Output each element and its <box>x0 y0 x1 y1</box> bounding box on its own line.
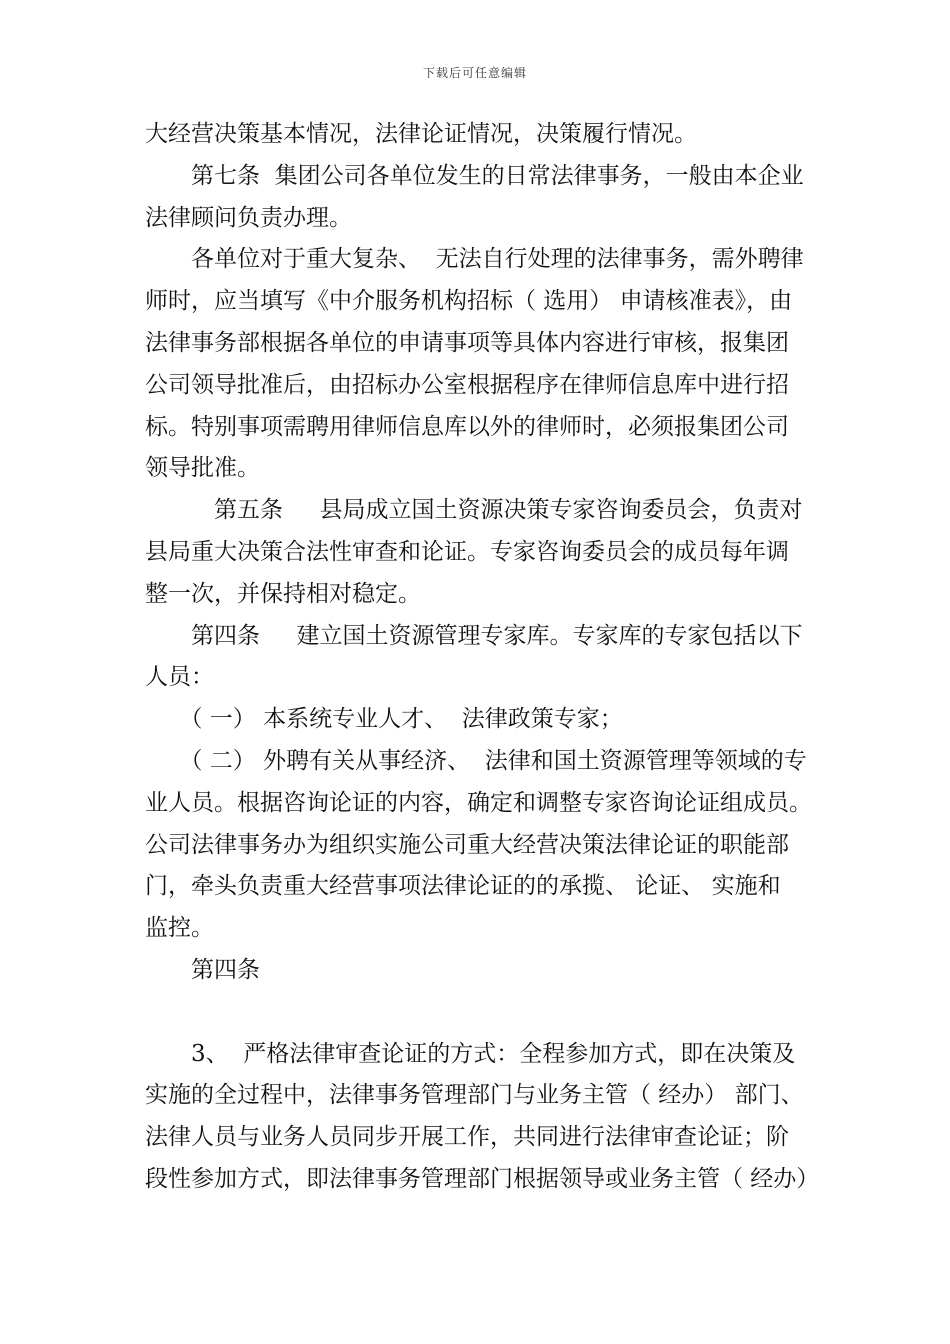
text-line: 第五条 县局成立国土资源决策专家咨询委员会，负责对 <box>145 497 803 524</box>
text-line: （ 二） 外聘有关从事经济、 法律和国土资源管理等领域的专 <box>145 747 807 774</box>
text-line: 公司法律事务办为组织实施公司重大经营决策法律论证的职能部 <box>145 831 789 858</box>
text-line: 县局重大决策合法性审查和论证。专家咨询委员会的成员每年调 <box>145 538 789 565</box>
text-line: 标。特别事项需聘用律师信息库以外的律师时，必须报集团公司 <box>145 413 789 440</box>
text-line: 师时，应当填写《中介服务机构招标（ 选用） 申请核准表》，由 <box>145 288 793 315</box>
text-line: 3、 严格法律审查论证的方式：全程参加方式，即在决策及 <box>145 1040 796 1067</box>
text-line: 各单位对于重大复杂、 无法自行处理的法律事务，需外聘律 <box>145 246 804 273</box>
text-line: 门，牵头负责重大经营事项法律论证的的承揽、 论证、 实施和 <box>145 873 781 900</box>
text-line: 第七条 集团公司各单位发生的日常法律事务，一般由本企业 <box>145 162 804 189</box>
text-line: 第四条 建立国土资源管理专家库。专家库的专家包括以下 <box>145 622 803 649</box>
text-line: 监控。 <box>145 915 214 942</box>
text-line: 大经营决策基本情况，法律论证情况，决策履行情况。 <box>145 121 697 147</box>
text-line: 领导批准。 <box>145 455 260 482</box>
text-line: 整一次，并保持相对稳定。 <box>145 580 421 607</box>
text-line: 段性参加方式，即法律事务管理部门根据领导或业务主管（ 经办） <box>145 1165 820 1192</box>
text-line: 业人员。根据咨询论证的内容，确定和调整专家咨询论证组成员。 <box>145 789 812 816</box>
text-line: 人员： <box>145 664 214 691</box>
document-body <box>145 114 820 1201</box>
text-line: 实施的全过程中，法律事务管理部门与业务主管（ 经办） 部门、 <box>145 1082 804 1109</box>
blank-line <box>145 992 810 1034</box>
text-line: 第四条 <box>145 956 260 983</box>
page-header: 下载后可任意编辑 <box>422 66 527 80</box>
text-line: 法律事务部根据各单位的申请事项等具体内容进行审核，报集团 <box>145 329 789 356</box>
text-line: （ 一） 本系统专业人才、 法律政策专家； <box>145 706 623 733</box>
text-line: 公司领导批准后，由招标办公室根据程序在律师信息库中进行招 <box>145 371 789 398</box>
text-line: 法律顾问负责办理。 <box>145 204 352 231</box>
text-line: 法律人员与业务人员同步开展工作，共同进行法律审查论证；阶 <box>145 1124 789 1151</box>
